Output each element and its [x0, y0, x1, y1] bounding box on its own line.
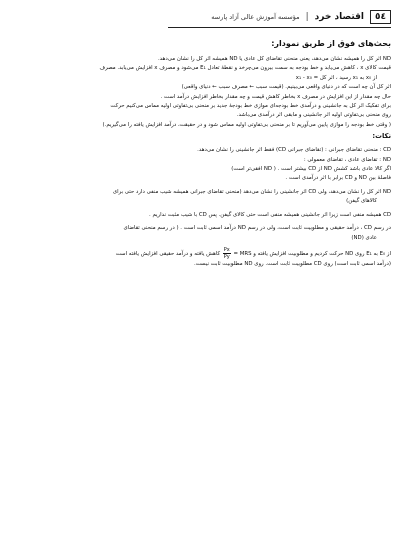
institute-name: مؤسسه آموزش عالی آزاد پارسه — [211, 13, 300, 21]
section-title: بحث‌های فوق از طریق نمودار: — [271, 39, 391, 48]
body-line: حال چه مقدار از این افزایش در مصرف x بخاطر کاهش قیمت و چه مقدار بخاطر افزایش درآمد است . — [160, 93, 391, 100]
note-line: کالاهای گیفن) — [346, 198, 377, 205]
book-title: اقتصاد خرد — [314, 12, 364, 22]
formula-tail: کاهش یافته و درآمد حقیقی افزایش یافته است — [115, 250, 221, 257]
fraction-numerator: Px — [223, 246, 230, 253]
body-line: از x₀ به x₁ رسید ، اثر کل = x₁ - x₀ — [295, 74, 377, 81]
body-line: برای تفکیک اثر کل به جانشینی و درآمدی خط بودجه‌ای موازی خط بودجهٔ جدید بر منحنی بی‌تفاوتی اولیه مماس می‌کنیم حرکت — [110, 103, 391, 110]
fraction-denominator: Py — [223, 253, 230, 260]
price-ratio-fraction — [223, 247, 231, 260]
note-line: در رسم CD ، درآمد حقیقی و مطلوبیت ثابت است، ولی در رسم ND درآمد اسمی ثابت است . ( در رسم منحنی تقاضای — [123, 225, 391, 232]
note-line: فاصلهٔ بین ND و CD برابر با اثر درآمدی است . — [285, 175, 391, 182]
note-line: ND اثر کل را نشان می‌دهد، ولی CD اثر جانشینی را نشان می‌دهد (منحنی تقاضای جبرانی همیشه شیب منفی دارد حتی برای — [112, 188, 391, 195]
note-line: اگر کالا عادی باشد کشش ND از CD بیشتر است . ( ND افقی‌تر است) — [231, 166, 391, 173]
page-header — [168, 10, 391, 28]
body-line: ( وقتی خط بودجه را موازی پایین می‌آوریم تا بر منحنی بی‌تفاوتی اولیه مماس شود و در حقیقت، درآمد افزایش یافته را می‌گیریم.) — [102, 121, 391, 128]
body-line: روی منحنی بی‌تفاوتی اولیه اثر جانشینی و مابقی اثر درآمدی می‌باشد. — [236, 112, 391, 119]
body-line: اثر کل آن چه است که در دنیای واقعی می‌بینیم. (قیمت سبب ← مصرف سبب ← دنیای واقعی) — [181, 84, 391, 91]
note-line: CD همیشه منفی است زیرا اثر جانشینی همیشه منفی است حتی کالای گیفن. پس CD با شیب مثبت نداریم . — [149, 211, 391, 218]
formula-lead: از E₀ به E₁ روی ND حرکت کردیم و مطلوبیت افزایش یافته و MRS = — [233, 250, 391, 257]
note-line: ND : تقاضای عادی ، تقاضای معمولی : — [303, 156, 391, 163]
formula-line — [18, 247, 391, 260]
notes-title: نکات: — [372, 132, 391, 141]
body-line: قیمت کالای x ، کاهش می‌یابد و خط بودجه به سمت بیرون می‌چرخد و نقطهٔ تعادل E₁ می‌شود و مصرف x افزایش می‌یابد. مصرف — [99, 65, 391, 72]
page-number: ٥٤ — [370, 10, 391, 24]
body-line: ND اثر کل را همیشه نشان می‌دهد، یعنی منحنی تقاضای کل عادی یا ND همیشه اثر کل را نشان می‌دهد. — [157, 56, 391, 62]
header-separator: | — [305, 12, 309, 22]
page-content — [18, 38, 391, 269]
note-line: عادی (ND) — [351, 234, 377, 241]
note-line: (درآمد اسمی ثابت است) روی CD مطلوبیت ثابت است. روی ND مطلوبیت ثابت نیست. — [194, 260, 391, 267]
note-line: CD : منحنی تقاضای جبرانی : (تقاضای جبرانی CD) فقط اثر جانشینی را نشان می‌دهد. — [197, 147, 391, 154]
